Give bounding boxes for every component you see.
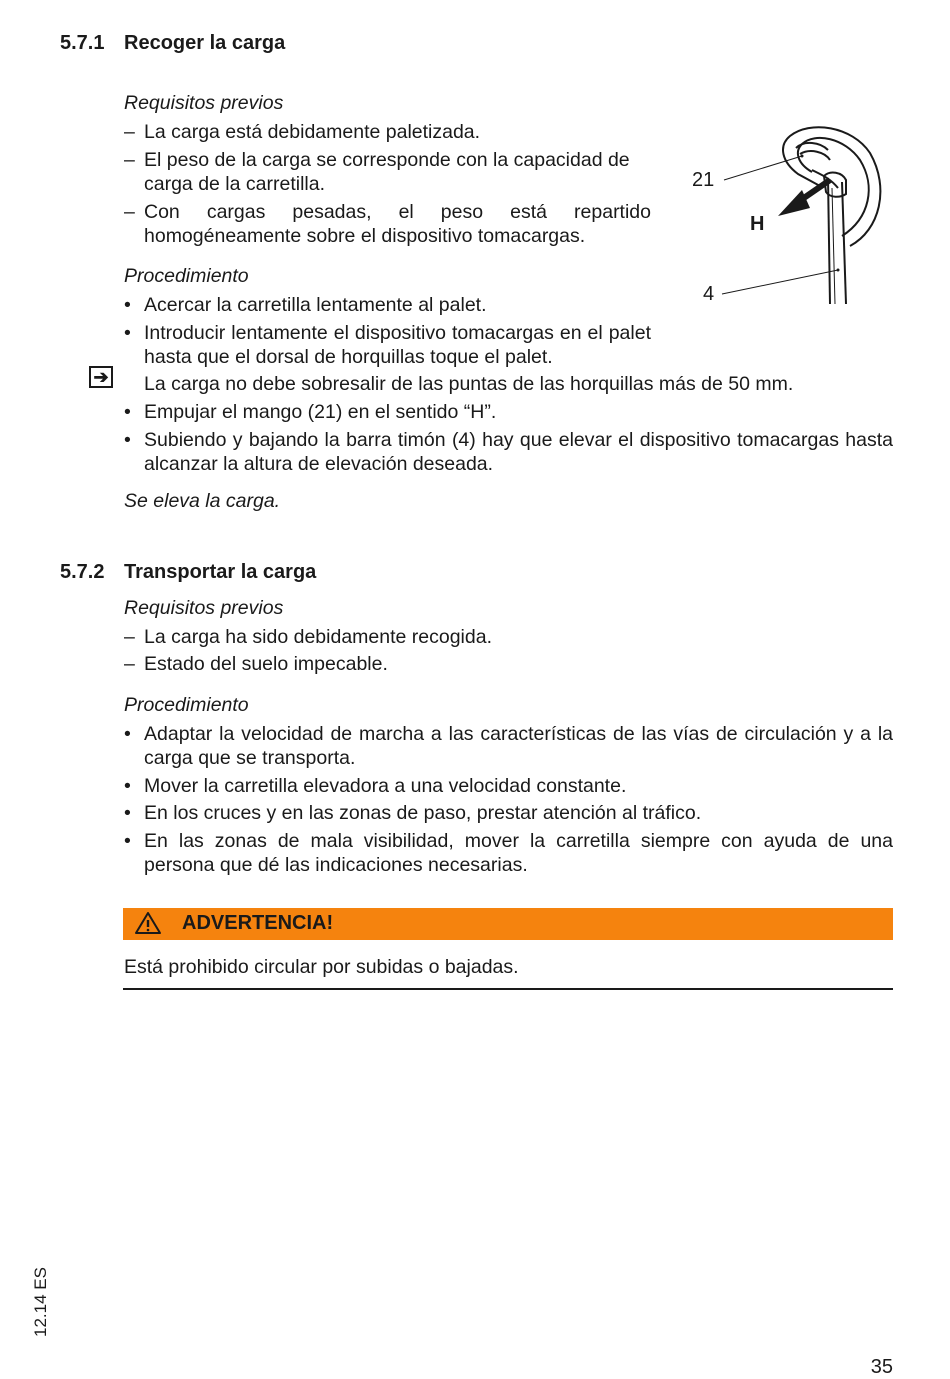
note-text: La carga no debe sobresalir de las puntas de las horquillas más de 50 mm. bbox=[144, 373, 794, 395]
list-item: – Estado del suelo impecable. bbox=[124, 653, 388, 675]
prereq-label: Requisitos previos bbox=[124, 92, 284, 114]
section-heading-5-7-2 bbox=[60, 561, 460, 585]
result-text: Se eleva la carga. bbox=[124, 490, 281, 512]
note-arrow-icon: ➔ bbox=[89, 366, 113, 388]
list-item: – Con cargas pesadas, el peso está repartido homogéneamente sobre el dispositivo tomacargas. bbox=[124, 201, 651, 247]
list-item: • En las zonas de mala visibilidad, mover la carretilla siempre con ayuda de una persona que dé las indicaciones necesarias. bbox=[124, 830, 893, 876]
direction-arrow-icon bbox=[778, 180, 830, 216]
divider bbox=[123, 988, 893, 990]
procedure-label: Procedimiento bbox=[124, 694, 249, 716]
callout-h: H bbox=[750, 213, 765, 235]
list-item: • Acercar la carretilla lentamente al palet. bbox=[124, 294, 487, 316]
procedure-label: Procedimiento bbox=[124, 265, 249, 287]
warning-text: Está prohibido circular por subidas o bajadas. bbox=[124, 956, 519, 978]
prereq-label: Requisitos previos bbox=[124, 597, 284, 619]
list-item: – La carga está debidamente paletizada. bbox=[124, 121, 481, 143]
tiller-figure bbox=[680, 118, 900, 314]
section-title: Transportar la carga bbox=[124, 561, 317, 583]
section-number: 5.7.1 bbox=[60, 32, 105, 54]
list-item: • Subiendo y bajando la barra timón (4) hay que elevar el dispositivo tomacargas hasta alcanzar la altura de elevación deseada. bbox=[124, 429, 893, 475]
section-title: Recoger la carga bbox=[124, 32, 286, 54]
list-item: • Introducir lentamente el dispositivo tomacargas en el palet hasta que el dorsal de horquillas toque el palet. bbox=[124, 322, 651, 368]
warning-label: ADVERTENCIA! bbox=[182, 912, 334, 934]
warning-triangle-icon bbox=[134, 911, 162, 940]
section-number: 5.7.2 bbox=[60, 561, 105, 583]
section-heading-5-7-1 bbox=[60, 32, 460, 56]
list-item: • Empujar el mango (21) en el sentido “H”. bbox=[124, 401, 497, 423]
warning-banner bbox=[123, 908, 893, 940]
list-item: – La carga ha sido debidamente recogida. bbox=[124, 626, 492, 648]
list-item: – El peso de la carga se corresponde con la capacidad de carga de la carretilla. bbox=[124, 149, 630, 195]
list-item: • Adaptar la velocidad de marcha a las características de las vías de circulación y a la carga que se transporta. bbox=[124, 723, 893, 769]
list-item: • Mover la carretilla elevadora a una velocidad constante. bbox=[124, 775, 627, 797]
callout-21: 21 bbox=[692, 169, 715, 191]
callout-4: 4 bbox=[703, 283, 715, 305]
list-item: • En los cruces y en las zonas de paso, prestar atención al tráfico. bbox=[124, 802, 702, 824]
doc-code: 12.14 ES bbox=[31, 1267, 50, 1337]
page-number: 35 bbox=[870, 1356, 893, 1378]
